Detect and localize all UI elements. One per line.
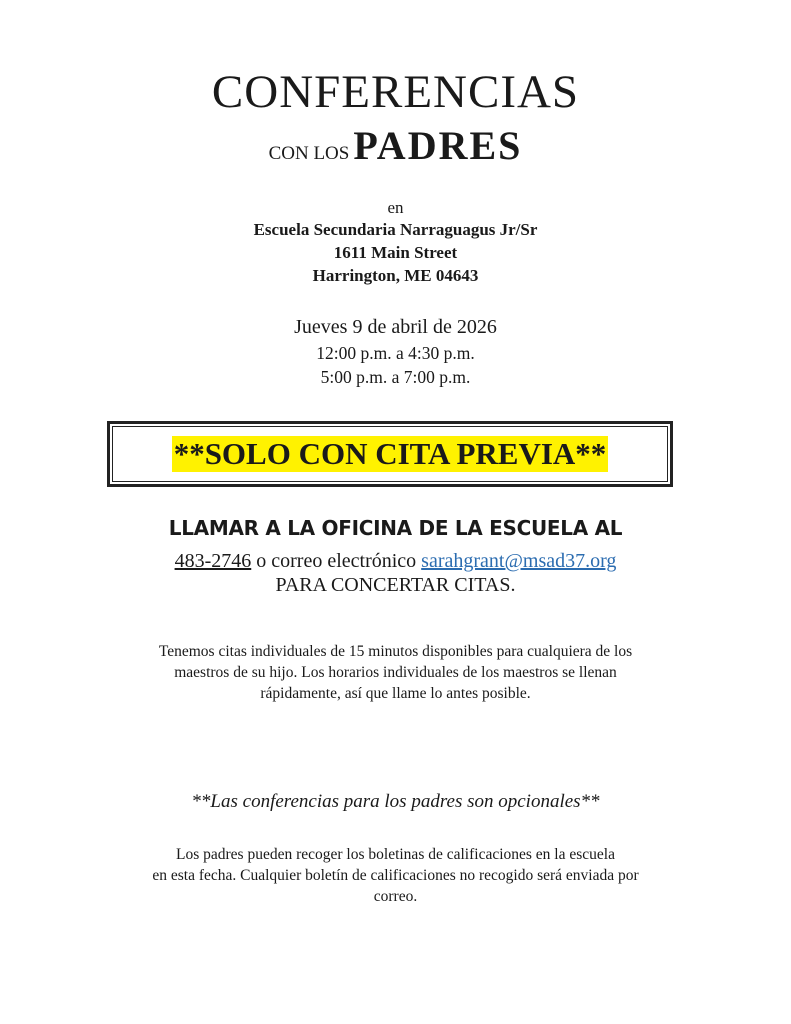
contact-connector: o correo electrónico (251, 550, 422, 572)
call-heading: LLAMAR A LA OFICINA DE LA ESCUELA AL (168, 516, 623, 540)
time-slot-1: 12:00 p.m. a 4:30 p.m. (316, 343, 475, 363)
email-link[interactable]: sarahgrant@msad37.org (421, 550, 617, 572)
title-padres: PADRES (353, 123, 523, 168)
appointment-notice: **SOLO CON CITA PREVIA** (173, 436, 607, 471)
phone-number[interactable]: 483-2746 (174, 550, 252, 572)
report-card-line: Los padres pueden recoger los boletinas de calificaciones en la escuela (176, 846, 615, 863)
title-con-los: CON LOS (268, 143, 350, 164)
street-address: 1611 Main Street (333, 243, 458, 262)
info-line: maestros de su hijo. Los horarios individuales de los maestros se llenan (174, 664, 617, 681)
optional-note: **Las conferencias para los padres son opcionales** (191, 791, 600, 812)
school-name: Escuela Secundaria Narraguagus Jr/Sr (253, 220, 538, 239)
city-address: Harrington, ME 04643 (312, 266, 479, 285)
time-slot-2: 5:00 p.m. a 7:00 p.m. (320, 367, 471, 387)
appointment-notice-box (107, 421, 673, 487)
event-date: Jueves 9 de abril de 2026 (294, 316, 497, 338)
info-line: rápidamente, así que llame lo antes posible. (260, 685, 531, 702)
report-card-line: en esta fecha. Cualquier boletín de calificaciones no recogido será enviada por (152, 867, 639, 884)
title-conferencias: CONFERENCIAS (211, 66, 580, 118)
info-line: Tenemos citas individuales de 15 minutos disponibles para cualquiera de los (158, 643, 633, 660)
report-card-line: correo. (373, 888, 418, 905)
contact-closing: PARA CONCERTAR CITAS. (275, 574, 516, 596)
contact-line (0, 549, 791, 573)
location-intro: en (387, 198, 404, 217)
title-con-los-padres (0, 124, 791, 177)
